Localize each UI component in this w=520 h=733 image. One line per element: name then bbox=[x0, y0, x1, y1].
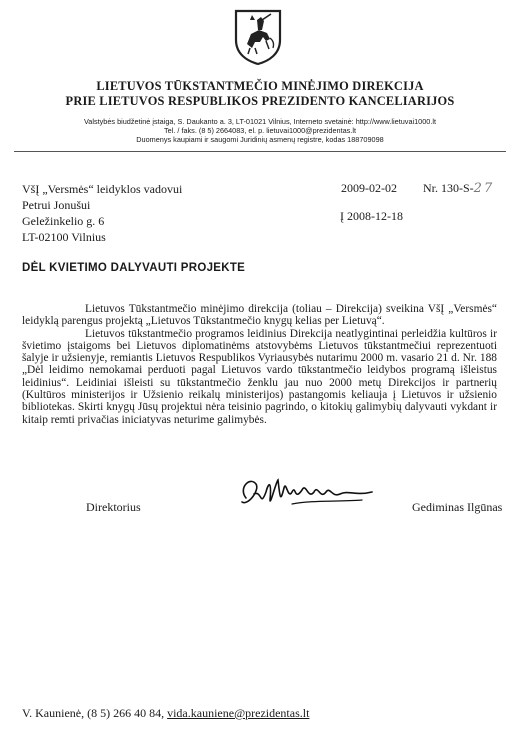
footer-author: V. Kaunienė, (8 5) 266 40 84, bbox=[22, 706, 165, 720]
contact-phone-email: Tel. / faks. (8 5) 2664083, el. p. lietuvai1000@prezidentas.lt bbox=[164, 126, 356, 135]
org-name-line2: PRIE LIETUVOS RESPUBLIKOS PREZIDENTO KANCELIARIJOS bbox=[65, 94, 455, 108]
body-paragraph: Lietuvos tūkstantmečio programos leidinius Direkcija neatlygintinai perleidžia kultūros ir švietimo įstaigoms bei Lietuvos diplomatinėms atstovybėms Lietuvos tūkstantmečiui reprezentuoti šalyje ir užsienyje, remiantis Lietuvos Respublikos Vyriausybės nutarimu 2000 m. vasario 21 d. Nr. 188 „Dėl leidimo nemokamai perduoti pagal Lietuvos vardo tūkstantmečio leidybos programą išleistus leidinius“. Leidiniai išleisti su tūkstantmečio ženklu jau nuo 2000 metų Direkcijos ir partnerių (Kultūros ministerijos ir Užsienio reikalų ministerijos) pastangomis keliauja į Lietuvos ir užsienio bibliotekas. Skirti knygų Jūsų projektui nėra teisinio pagrindo, o kitokių galimybių dalyvauti vykdant ir kitaip remti privačias iniciatyvas neturime galimybės. bbox=[22, 327, 497, 426]
recipient-line: Geležinkelio g. 6 bbox=[22, 214, 105, 228]
handwritten-signature bbox=[232, 470, 382, 520]
recipient-line: LT-02100 Vilnius bbox=[22, 230, 106, 244]
contact-address: Valstybės biudžetinė įstaiga, S. Daukanto a. 3, LT-01021 Vilnius, Interneto svetainė: http://www.lietuvai1000.lt bbox=[83, 117, 437, 126]
reg-prefix: Nr. 130-S- bbox=[423, 181, 474, 195]
body-paragraph: Lietuvos Tūkstantmečio minėjimo direkcija (toliau – Direkcija) sveikina VšĮ „Versmės“ leidyklą parengus projektą „Lietuvos Tūkstantmečio knygų kelias per Lietuvą“. bbox=[22, 303, 497, 328]
contact-registry: Duomenys kaupiami ir saugomi Juridinių asmenų registre, kodas 188709098 bbox=[136, 135, 384, 144]
recipient-line: VšĮ „Versmės“ leidyklos vadovui bbox=[22, 182, 183, 196]
letter-subject: DĖL KVIETIMO DALYVAUTI PROJEKTE bbox=[22, 262, 246, 274]
org-name-line1: LIETUVOS TŪKSTANTMEČIO MINĖJIMO DIREKCIJA bbox=[96, 79, 424, 93]
footer-email-link[interactable]: vida.kauniene@prezidentas.lt bbox=[167, 706, 310, 720]
letter-date: 2009-02-02 bbox=[341, 181, 397, 195]
incoming-date: Į 2008-12-18 bbox=[340, 209, 403, 223]
letter-body bbox=[22, 303, 497, 426]
registration-number bbox=[423, 181, 494, 196]
signatory-name: Gediminas Ilgūnas bbox=[412, 500, 503, 514]
recipient-line: Petrui Jonušui bbox=[22, 198, 91, 212]
reg-handwritten-number: 27 bbox=[473, 181, 495, 196]
header-divider bbox=[14, 151, 506, 152]
recipient-block bbox=[22, 181, 182, 245]
signatory-role: Direktorius bbox=[86, 500, 141, 514]
footer-contact bbox=[22, 706, 309, 721]
coat-of-arms-icon bbox=[233, 8, 283, 66]
